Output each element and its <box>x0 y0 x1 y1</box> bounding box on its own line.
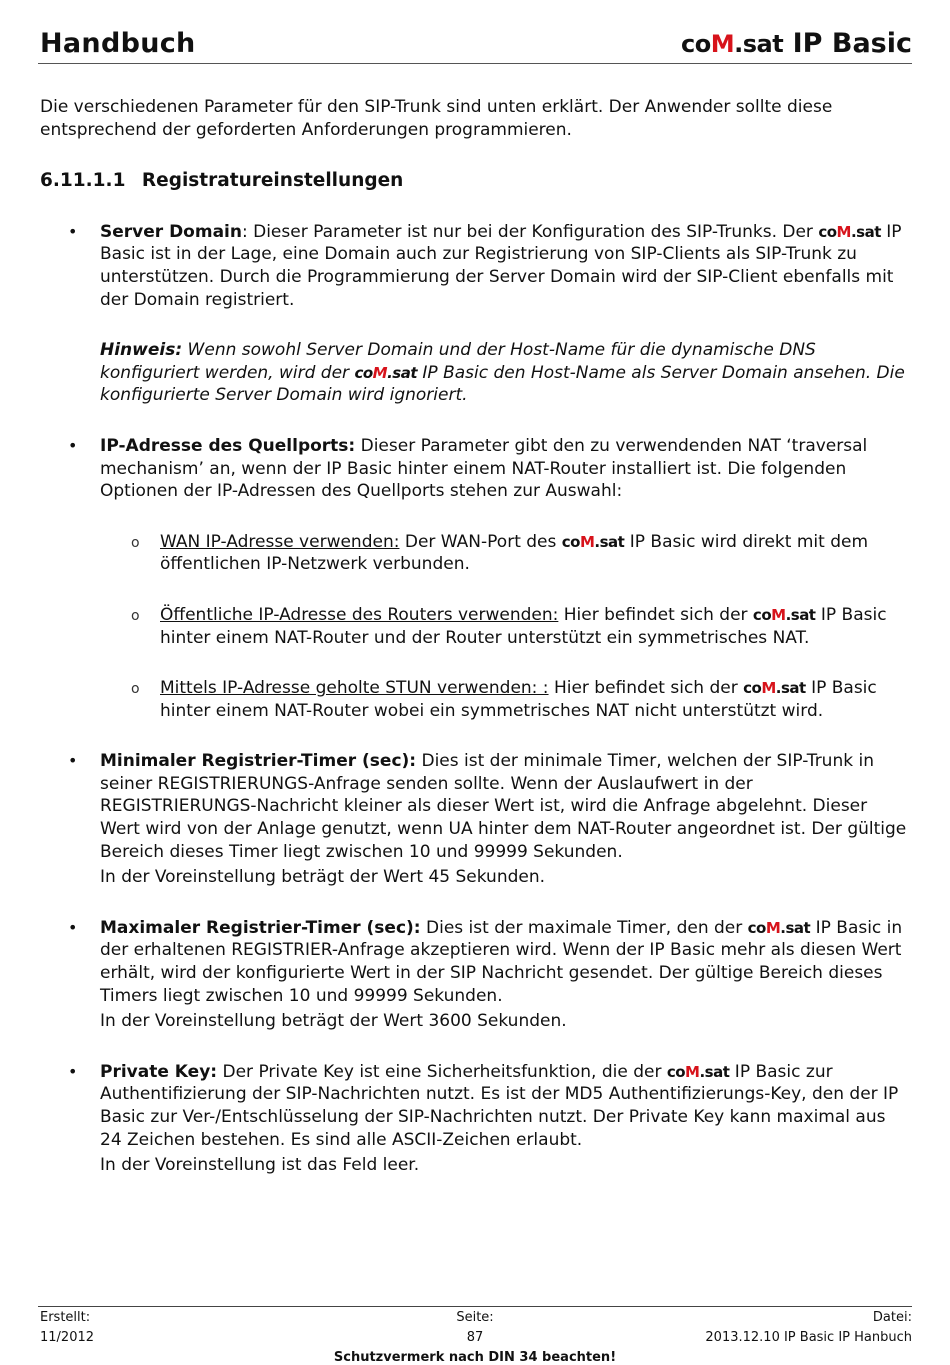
list-item-private-key <box>40 1061 912 1177</box>
comsat-logo: coM.sat <box>743 679 806 698</box>
term-max-timer: Maximaler Registrier-Timer (sec): <box>100 917 421 938</box>
footer-file-value: 2013.12.10 IP Basic IP Hanbuch <box>705 1330 912 1345</box>
bullet-icon: • <box>68 435 78 455</box>
option-stun: o Mittels IP-Adresse geholte STUN verwenden: : Hier befindet sich der coM.sat IP Basic hinter einem NAT-Router wobei ein symmetrisches NAT nicht unterstützt wird. <box>131 678 877 721</box>
option-label: Öffentliche IP-Adresse des Routers verwenden: <box>160 604 559 625</box>
section-heading <box>40 170 912 193</box>
list-item-server-domain <box>40 221 912 407</box>
footer-page-label: Seite: <box>456 1310 494 1325</box>
term-min-timer: Minimaler Registrier-Timer (sec): <box>100 751 417 772</box>
product-name: IP Basic <box>783 28 912 59</box>
term-source-ip: IP-Adresse des Quellports: <box>100 435 356 456</box>
term-private-key: Private Key: <box>100 1061 218 1082</box>
hint-note: Hinweis: Wenn sowohl Server Domain und der Host-Name für die dynamische DNS konfiguriert werden, wird der coM.sat IP Basic den Host-Name als Server Domain ansehen. Die konfigurierte Server Domain wird ignoriert. <box>100 340 905 406</box>
option-label: WAN IP-Adresse verwenden: <box>160 531 400 552</box>
footer-created-value: 11/2012 <box>40 1330 95 1345</box>
list-item-min-timer <box>40 750 912 889</box>
footer-created-label: Erstellt: <box>40 1310 91 1325</box>
min-timer-default: In der Voreinstellung beträgt der Wert 45 Sekunden. <box>100 867 546 888</box>
option-public-router-ip: o Öffentliche IP-Adresse des Routers verwenden: Hier befindet sich der coM.sat IP Basic hinter einem NAT-Router und der Router unterstützt ein symmetrisches NAT. <box>131 604 887 648</box>
page-content <box>40 96 912 1205</box>
section-number: 6.11.1.1 <box>40 170 126 192</box>
term-server-domain: Server Domain <box>100 221 242 242</box>
server-domain-description: Server Domain: Dieser Parameter ist nur bei der Konfiguration des SIP-Trunks. Der coM.sat IP Basic ist in der Lage, eine Domain auch zur Registrierung von SIP-Clients als SIP-Trunk zu unterstützen. Durch die Programmierung der Server Domain wird der SIP-Client ebenfalls mit der Domain registriert. <box>100 221 902 310</box>
private-key-default: In der Voreinstellung ist das Feld leer. <box>100 1155 420 1176</box>
section-title: Registratureinstellungen <box>141 170 404 192</box>
circle-bullet-icon: o <box>131 534 140 551</box>
source-ip-options <box>100 531 912 723</box>
comsat-logo: coM.sat <box>747 918 811 937</box>
min-timer-description: Minimaler Registrier-Timer (sec): Dies ist der minimale Timer, welchen der SIP-Trunk in seiner REGISTRIERUNGS-Anfrage senden sollte. Wenn der Auslaufwert in der REGISTRIERUNGS-Nachricht kleiner als dieser Wert ist, wird die Anfrage abgelehnt. Dieser Wert wird von der Anlage genutzt, wenn UA hinter dem NAT-Router angeordnet ist. Der gültige Bereich dieses Timer liegt zwischen 10 und 99999 Sekunden. <box>100 751 907 862</box>
hint-label: Hinweis: <box>100 340 183 361</box>
bullet-icon: • <box>68 917 78 937</box>
circle-bullet-icon: o <box>131 681 140 698</box>
list-item-max-timer <box>40 917 912 1033</box>
max-timer-description: Maximaler Registrier-Timer (sec): Dies ist der maximale Timer, den der coM.sat IP Basic in der erhaltenen REGISTRIER-Anfrage akzeptieren wird. Wenn der IP Basic mehr als diesen Wert erhält, wird der konfigurierte Wert in der SIP Nachricht gesendet. Der gültige Bereich dieses Timers liegt zwischen 10 und 99999 Sekunden. <box>100 917 903 1006</box>
max-timer-default: In der Voreinstellung beträgt der Wert 3600 Sekunden. <box>100 1011 567 1032</box>
comsat-logo: coM.sat <box>666 1062 730 1081</box>
source-ip-description: IP-Adresse des Quellports: Dieser Parameter gibt den zu verwendenden NAT ‘traversal mechanism’ an, wenn der IP Basic hinter einem NAT-Router installiert ist. Die folgenden Optionen der IP-Adressen des Quellports stehen zur Auswahl: <box>100 435 868 502</box>
bullet-icon: • <box>68 221 78 241</box>
parameter-list <box>40 221 912 1177</box>
circle-bullet-icon: o <box>131 607 140 624</box>
footer-page-number: 87 <box>466 1330 484 1345</box>
private-key-description: Private Key: Der Private Key ist eine Sicherheitsfunktion, die der coM.sat IP Basic zur Authentifizierung der SIP-Nachrichten nutzt. Es ist der MD5 Authentifizierungs-Key, den der IP Basic zur Ver-/Entschlüsselung der SIP-Nachrichten nutzt. Der Private Key kann maximal aus 24 Zeichen bestehen. Es sind alle ASCII-Zeichen erlaubt. <box>100 1061 899 1150</box>
header-brand <box>681 28 912 59</box>
footer-divider <box>38 1306 912 1307</box>
intro-paragraph: Die verschiedenen Parameter für den SIP-Trunk sind unten erklärt. Der Anwender sollte diese entsprechend der geforderten Anforderungen programmieren. <box>40 97 833 140</box>
comsat-logo: coM.sat <box>752 605 816 624</box>
comsat-logo: coM.sat <box>561 532 625 551</box>
comsat-logo: coM.sat <box>818 222 881 241</box>
comsat-logo: coM.sat <box>681 30 784 58</box>
bullet-icon: • <box>68 751 78 771</box>
list-item-source-ip <box>40 435 912 722</box>
document-title: Handbuch <box>40 28 196 59</box>
comsat-logo: coM.sat <box>354 363 417 382</box>
header-divider <box>38 63 912 64</box>
footer-protection-note: Schutzvermerk nach DIN 34 beachten! <box>333 1350 617 1365</box>
option-label: Mittels IP-Adresse geholte STUN verwenden: : <box>160 678 549 699</box>
bullet-icon: • <box>68 1061 78 1081</box>
option-wan-ip: o WAN IP-Adresse verwenden: Der WAN-Port des coM.sat IP Basic wird direkt mit dem öffentlichen IP-Netzwerk verbunden. <box>131 531 869 575</box>
footer-file-label: Datei: <box>872 1310 912 1325</box>
